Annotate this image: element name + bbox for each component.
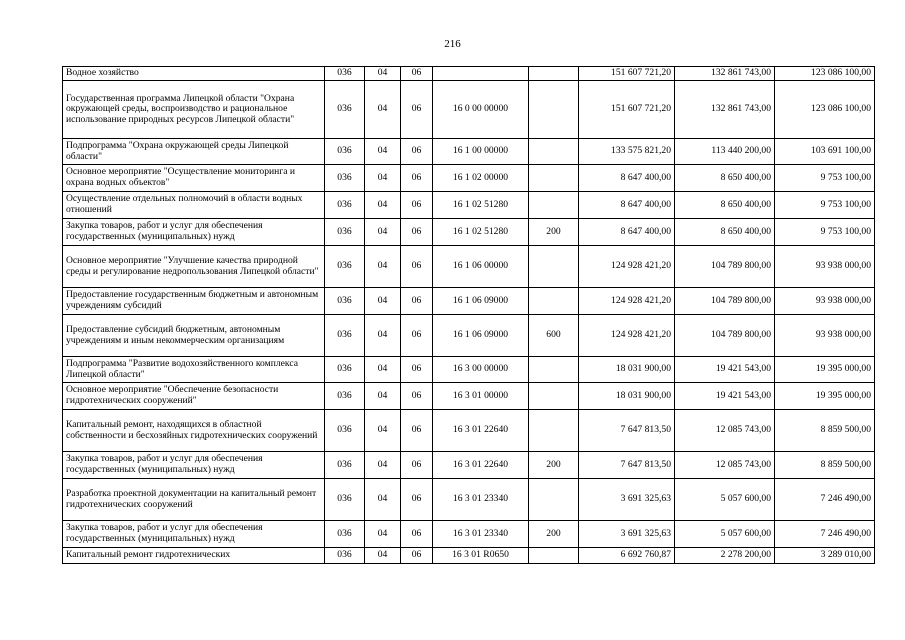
ved-code: 036: [325, 81, 365, 139]
ved-code: 036: [325, 192, 365, 219]
section-code: 04: [365, 139, 401, 165]
section-code: 04: [365, 410, 401, 452]
ved-code: 036: [325, 315, 365, 357]
subsection-code: 06: [401, 219, 433, 246]
amount-year-2: 5 057 600,00: [675, 479, 775, 521]
subsection-code: 06: [401, 246, 433, 288]
subsection-code: 06: [401, 192, 433, 219]
table-row: [63, 410, 875, 452]
subsection-code: 06: [401, 139, 433, 165]
ved-code: 036: [325, 452, 365, 479]
amount-year-3: 9 753 100,00: [775, 219, 875, 246]
subsection-code: 06: [401, 67, 433, 81]
row-name: Основное мероприятие "Осуществление мониторинга и охрана водных объектов": [63, 165, 325, 192]
ved-code: 036: [325, 219, 365, 246]
section-code: 04: [365, 479, 401, 521]
expense-type-code: [529, 357, 579, 383]
section-code: 04: [365, 192, 401, 219]
section-code: 04: [365, 357, 401, 383]
table-row: [63, 452, 875, 479]
section-code: 04: [365, 315, 401, 357]
amount-year-3: 19 395 000,00: [775, 357, 875, 383]
section-code: 04: [365, 81, 401, 139]
table-row: [63, 139, 875, 165]
amount-year-2: 104 789 800,00: [675, 246, 775, 288]
amount-year-3: 93 938 000,00: [775, 288, 875, 315]
row-name: Предоставление субсидий бюджетным, автономным учреждениям и иным некоммерческим организациям: [63, 315, 325, 357]
table-row: [63, 219, 875, 246]
amount-year-2: 12 085 743,00: [675, 452, 775, 479]
expense-type-code: [529, 165, 579, 192]
expense-type-code: 200: [529, 521, 579, 548]
amount-year-1: 8 647 400,00: [579, 219, 675, 246]
amount-year-3: 93 938 000,00: [775, 246, 875, 288]
target-article-code: 16 1 02 00000: [433, 165, 529, 192]
table-row: [63, 67, 875, 81]
expense-type-code: [529, 192, 579, 219]
table-row: [63, 315, 875, 357]
ved-code: 036: [325, 165, 365, 192]
ved-code: 036: [325, 139, 365, 165]
amount-year-1: 124 928 421,20: [579, 246, 675, 288]
target-article-code: 16 3 01 22640: [433, 452, 529, 479]
table-row: [63, 165, 875, 192]
amount-year-1: 8 647 400,00: [579, 192, 675, 219]
amount-year-1: 151 607 721,20: [579, 67, 675, 81]
expense-type-code: [529, 288, 579, 315]
ved-code: 036: [325, 410, 365, 452]
ved-code: 036: [325, 521, 365, 548]
table-row: [63, 548, 875, 564]
target-article-code: 16 1 06 09000: [433, 288, 529, 315]
ved-code: 036: [325, 246, 365, 288]
amount-year-2: 8 650 400,00: [675, 165, 775, 192]
amount-year-1: 133 575 821,20: [579, 139, 675, 165]
subsection-code: 06: [401, 315, 433, 357]
amount-year-2: 19 421 543,00: [675, 357, 775, 383]
row-name: Осуществление отдельных полномочий в области водных отношений: [63, 192, 325, 219]
expense-type-code: [529, 246, 579, 288]
amount-year-2: 8 650 400,00: [675, 192, 775, 219]
amount-year-1: 3 691 325,63: [579, 479, 675, 521]
amount-year-1: 7 647 813,50: [579, 410, 675, 452]
ved-code: 036: [325, 548, 365, 564]
table-row: [63, 81, 875, 139]
table-row: [63, 521, 875, 548]
row-name: Закупка товаров, работ и услуг для обеспечения государственных (муниципальных) нужд: [63, 219, 325, 246]
row-name: Подпрограмма "Развитие водохозяйственного комплекса Липецкой области": [63, 357, 325, 383]
target-article-code: 16 3 01 22640: [433, 410, 529, 452]
amount-year-1: 18 031 900,00: [579, 383, 675, 410]
subsection-code: 06: [401, 383, 433, 410]
target-article-code: 16 3 01 R0650: [433, 548, 529, 564]
expense-type-code: [529, 67, 579, 81]
amount-year-1: 151 607 721,20: [579, 81, 675, 139]
row-name: Закупка товаров, работ и услуг для обеспечения государственных (муниципальных) нужд: [63, 452, 325, 479]
section-code: 04: [365, 246, 401, 288]
amount-year-2: 8 650 400,00: [675, 219, 775, 246]
table-row: [63, 192, 875, 219]
row-name: Капитальный ремонт гидротехнических: [63, 548, 325, 564]
amount-year-2: 132 861 743,00: [675, 81, 775, 139]
table-row: [63, 383, 875, 410]
row-name: Разработка проектной документации на капитальный ремонт гидротехнических сооружений: [63, 479, 325, 521]
row-name: Подпрограмма "Охрана окружающей среды Липецкой области": [63, 139, 325, 165]
amount-year-3: 103 691 100,00: [775, 139, 875, 165]
subsection-code: 06: [401, 452, 433, 479]
target-article-code: 16 3 01 23340: [433, 479, 529, 521]
ved-code: 036: [325, 67, 365, 81]
amount-year-2: 132 861 743,00: [675, 67, 775, 81]
row-name: Закупка товаров, работ и услуг для обеспечения государственных (муниципальных) нужд: [63, 521, 325, 548]
section-code: 04: [365, 165, 401, 192]
target-article-code: 16 3 01 00000: [433, 383, 529, 410]
table-row: [63, 479, 875, 521]
section-code: 04: [365, 67, 401, 81]
amount-year-1: 6 692 760,87: [579, 548, 675, 564]
amount-year-3: 7 246 490,00: [775, 479, 875, 521]
table-row: [63, 246, 875, 288]
target-article-code: 16 3 00 00000: [433, 357, 529, 383]
subsection-code: 06: [401, 410, 433, 452]
subsection-code: 06: [401, 548, 433, 564]
expense-type-code: [529, 383, 579, 410]
section-code: 04: [365, 452, 401, 479]
amount-year-1: 124 928 421,20: [579, 288, 675, 315]
expense-type-code: [529, 81, 579, 139]
amount-year-2: 19 421 543,00: [675, 383, 775, 410]
row-name: Основное мероприятие "Улучшение качества природной среды и регулирование недропользования Липецкой области": [63, 246, 325, 288]
target-article-code: 16 1 02 51280: [433, 219, 529, 246]
amount-year-3: 3 289 010,00: [775, 548, 875, 564]
ved-code: 036: [325, 288, 365, 315]
expense-type-code: 600: [529, 315, 579, 357]
amount-year-1: 8 647 400,00: [579, 165, 675, 192]
amount-year-2: 104 789 800,00: [675, 315, 775, 357]
amount-year-2: 5 057 600,00: [675, 521, 775, 548]
target-article-code: 16 1 02 51280: [433, 192, 529, 219]
amount-year-1: 7 647 813,50: [579, 452, 675, 479]
amount-year-2: 2 278 200,00: [675, 548, 775, 564]
subsection-code: 06: [401, 521, 433, 548]
row-name: Капитальный ремонт, находящихся в областной собственности и бесхозяйных гидротехнических сооружений: [63, 410, 325, 452]
row-name: Водное хозяйство: [63, 67, 325, 81]
amount-year-3: 9 753 100,00: [775, 192, 875, 219]
amount-year-3: 8 859 500,00: [775, 410, 875, 452]
page-number: 216: [444, 38, 461, 50]
expense-type-code: 200: [529, 219, 579, 246]
amount-year-3: 7 246 490,00: [775, 521, 875, 548]
section-code: 04: [365, 288, 401, 315]
amount-year-2: 12 085 743,00: [675, 410, 775, 452]
target-article-code: 16 0 00 00000: [433, 81, 529, 139]
expense-type-code: 200: [529, 452, 579, 479]
amount-year-3: 123 086 100,00: [775, 67, 875, 81]
expense-type-code: [529, 548, 579, 564]
row-name: Предоставление государственным бюджетным и автономным учреждениям субсидий: [63, 288, 325, 315]
amount-year-3: 123 086 100,00: [775, 81, 875, 139]
amount-year-3: 93 938 000,00: [775, 315, 875, 357]
amount-year-3: 9 753 100,00: [775, 165, 875, 192]
table-row: [63, 357, 875, 383]
row-name: Государственная программа Липецкой области "Охрана окружающей среды, воспроизводство и рациональное использование природных ресурсов Липецкой области": [63, 81, 325, 139]
amount-year-1: 124 928 421,20: [579, 315, 675, 357]
section-code: 04: [365, 383, 401, 410]
subsection-code: 06: [401, 288, 433, 315]
budget-table: [62, 66, 875, 564]
section-code: 04: [365, 548, 401, 564]
ved-code: 036: [325, 479, 365, 521]
subsection-code: 06: [401, 165, 433, 192]
target-article-code: 16 3 01 23340: [433, 521, 529, 548]
amount-year-2: 104 789 800,00: [675, 288, 775, 315]
row-name: Основное мероприятие "Обеспечение безопасности гидротехнических сооружений": [63, 383, 325, 410]
expense-type-code: [529, 139, 579, 165]
ved-code: 036: [325, 383, 365, 410]
amount-year-2: 113 440 200,00: [675, 139, 775, 165]
subsection-code: 06: [401, 479, 433, 521]
subsection-code: 06: [401, 357, 433, 383]
ved-code: 036: [325, 357, 365, 383]
target-article-code: 16 1 06 09000: [433, 315, 529, 357]
expense-type-code: [529, 479, 579, 521]
target-article-code: [433, 67, 529, 81]
amount-year-1: 18 031 900,00: [579, 357, 675, 383]
table-row: [63, 288, 875, 315]
amount-year-3: 8 859 500,00: [775, 452, 875, 479]
target-article-code: 16 1 06 00000: [433, 246, 529, 288]
amount-year-1: 3 691 325,63: [579, 521, 675, 548]
section-code: 04: [365, 521, 401, 548]
subsection-code: 06: [401, 81, 433, 139]
section-code: 04: [365, 219, 401, 246]
amount-year-3: 19 395 000,00: [775, 383, 875, 410]
target-article-code: 16 1 00 00000: [433, 139, 529, 165]
expense-type-code: [529, 410, 579, 452]
